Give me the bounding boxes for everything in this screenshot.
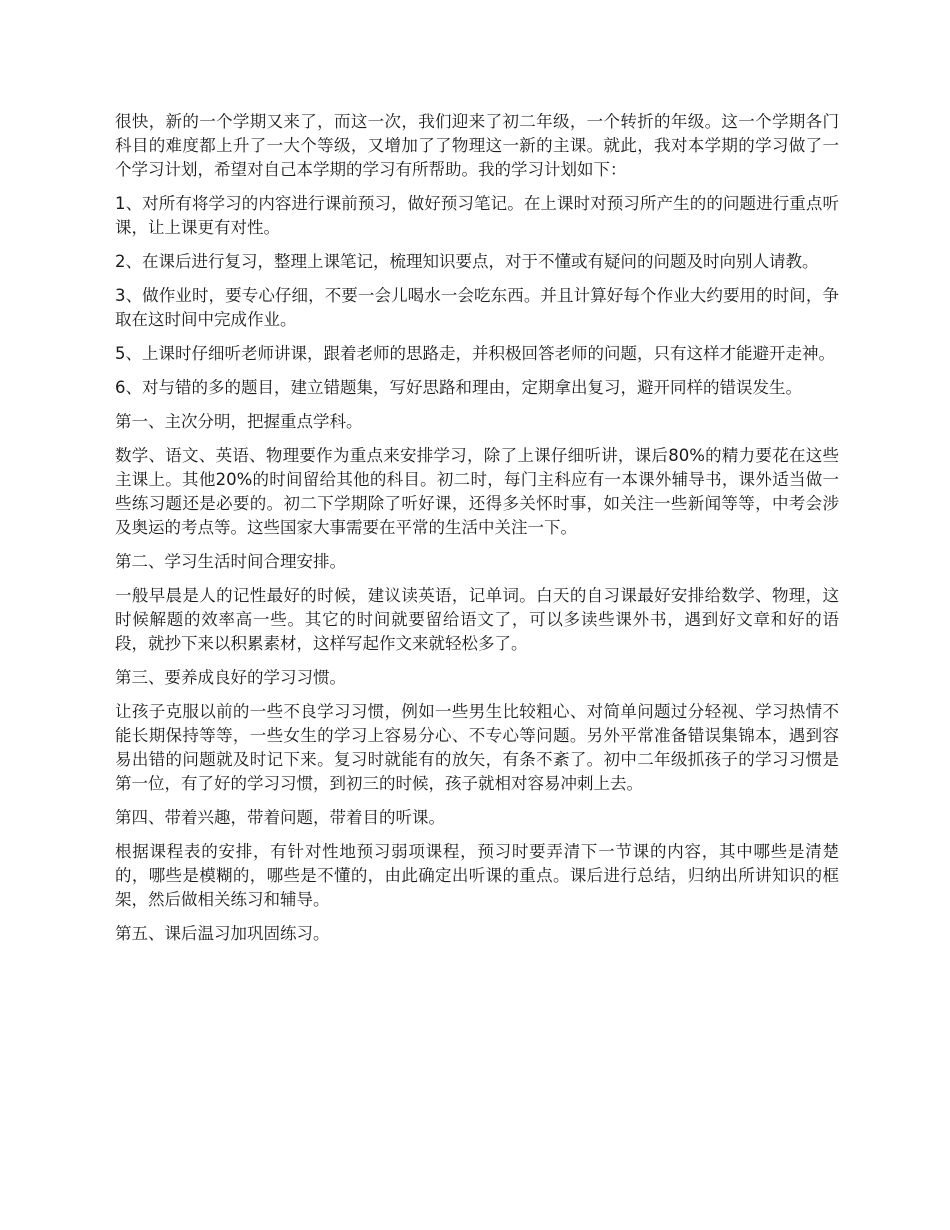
section-heading-5: 第五、课后温习加巩固练习。 [115, 924, 330, 943]
intro-paragraph: 很快，新的一个学期又来了，而这一次，我们迎来了初二年级，一个转折的年级。这一个学期各门科目的难度都上升了一大个等级，又增加了了物理这一新的主课。就此，我对本学期的学习做了一个学习计划，希望对自己本学期的学习有所帮助。我的学习计划如下： [115, 112, 839, 179]
document-body [115, 110, 839, 956]
section-heading-4: 第四、带着兴趣，带着问题，带着目的听课。 [115, 808, 445, 827]
plan-item-1: 1、对所有将学习的内容进行课前预习，做好预习笔记。在上课时对预习所产生的的问题进行重点听课，让上课更有对性。 [115, 194, 839, 237]
section-heading-1: 第一、主次分明，把握重点学科。 [115, 412, 363, 431]
plan-item-3: 3、做作业时，要专心仔细，不要一会儿喝水一会吃东西。并且计算好每个作业大约要用的时间，争取在这时间中完成作业。 [115, 286, 839, 329]
section-heading-3: 第三、要养成良好的学习习惯。 [115, 668, 346, 687]
section-body-2: 一般早晨是人的记性最好的时候，建议读英语，记单词。白天的自习课最好安排给数学、物理，这时候解题的效率高一些。其它的时间就要留给语文了，可以多读些课外书，遇到好文章和好的语段，就抄下来以积累素材，这样写起作文来就轻松多了。 [115, 586, 839, 653]
section-body-1: 数学、语文、英语、物理要作为重点来安排学习，除了上课仔细听讲，课后80%的精力要花在这些主课上。其他20%的时间留给其他的科目。初二时，每门主科应有一本课外辅导书，课外适当做一些练习题还是必要的。初二下学期除了听好课，还得多关怀时事，如关注一些新闻等等，中考会涉及奥运的考点等。这些国家大事需要在平常的生活中关注一下。 [115, 446, 839, 537]
plan-item-2: 2、在课后进行复习，整理上课笔记，梳理知识要点，对于不懂或有疑问的问题及时向别人请教。 [115, 252, 819, 271]
plan-item-6: 6、对与错的多的题目，建立错题集，写好思路和理由，定期拿出复习，避开同样的错误发生。 [115, 378, 802, 397]
plan-item-5: 5、上课时仔细听老师讲课，跟着老师的思路走，并积极回答老师的问题，只有这样才能避开走神。 [115, 344, 835, 363]
section-body-3: 让孩子克服以前的一些不良学习习惯，例如一些男生比较粗心、对简单问题过分轻视、学习热情不能长期保持等等，一些女生的学习上容易分心、不专心等问题。另外平常准备错误集锦本，遇到容易出错的问题就及时记下来。复习时就能有的放矢，有条不紊了。初中二年级抓孩子的学习习惯是第一位，有了好的学习习惯，到初三的时候，孩子就相对容易冲刺上去。 [115, 702, 839, 793]
section-heading-2: 第二、学习生活时间合理安排。 [115, 552, 346, 571]
section-body-4: 根据课程表的安排，有针对性地预习弱项课程，预习时要弄清下一节课的内容，其中哪些是清楚的，哪些是模糊的，哪些是不懂的，由此确定出听课的重点。课后进行总结，归纳出所讲知识的框架，然后做相关练习和辅导。 [115, 842, 839, 909]
